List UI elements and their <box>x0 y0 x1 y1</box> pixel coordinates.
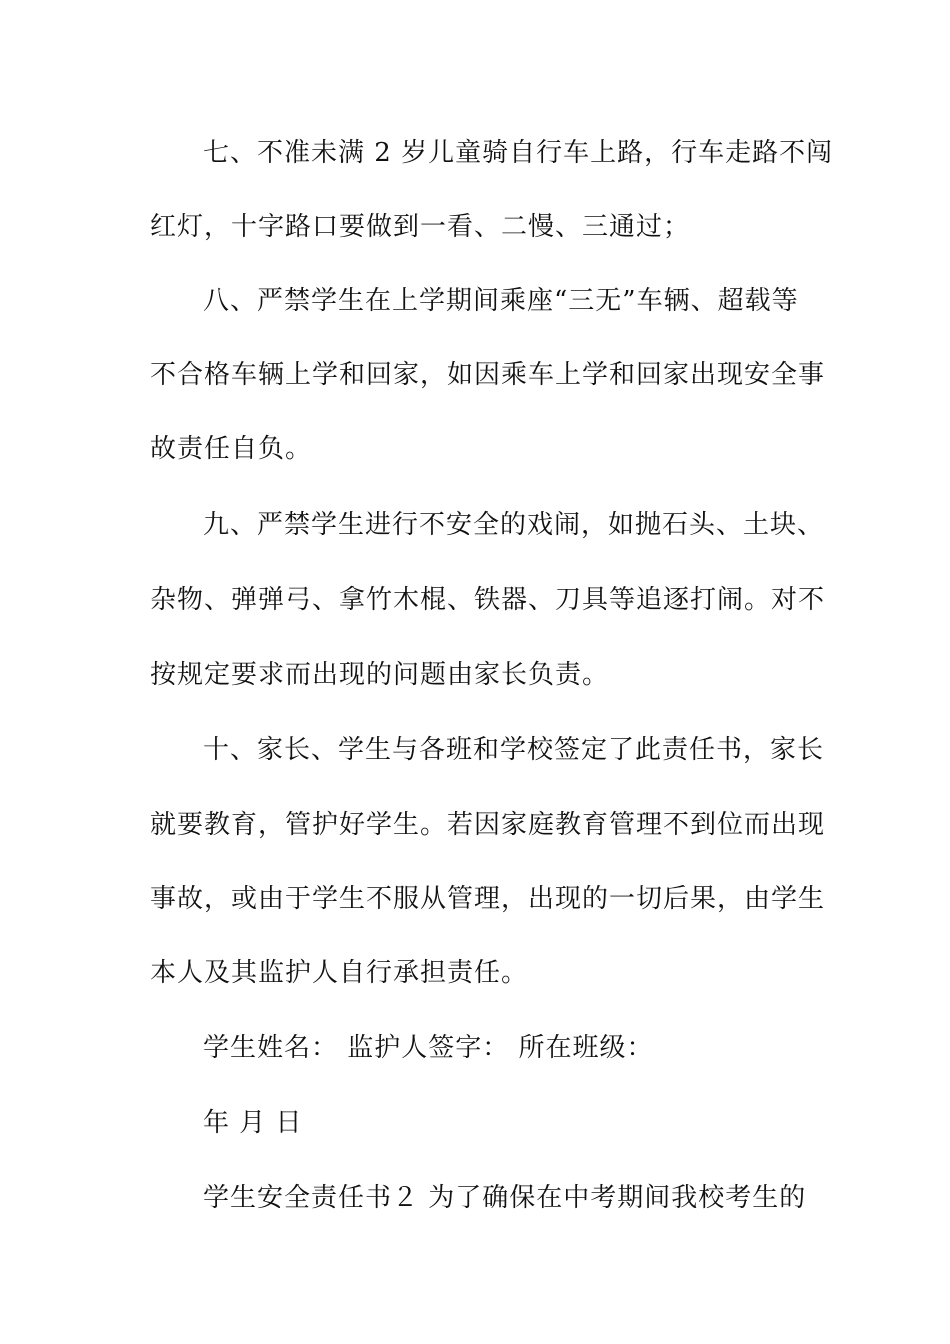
paragraph-8-line-3: 故责任自负。 <box>150 434 313 464</box>
paragraph-10-line-2: 就要教育，管护好学生。若因家庭教育管理不到位而出现 <box>150 810 826 840</box>
paragraph-10-line-4: 本人及其监护人自行承担责任。 <box>150 958 529 988</box>
paragraph-8-line-1: 八、严禁学生在上学期间乘座“三无”车辆、超载等 <box>203 286 799 316</box>
paragraph-7-line-1: 七、不准未满 2 岁儿童骑自行车上路，行车走路不闯 <box>203 138 834 168</box>
paragraph-8-line-2: 不合格车辆上学和回家，如因乘车上学和回家出现安全事 <box>150 360 826 390</box>
paragraph-9-line-1: 九、严禁学生进行不安全的戏闹，如抛石头、土块、 <box>203 510 825 540</box>
paragraph-7-line-2: 红灯，十字路口要做到一看、二慢、三通过； <box>150 212 691 242</box>
paragraph-9-line-3: 按规定要求而出现的问题由家长负责。 <box>150 660 610 690</box>
date-line: 年 月 日 <box>203 1108 303 1138</box>
paragraph-9-line-2: 杂物、弹弹弓、拿竹木棍、铁器、刀具等追逐打闹。对不 <box>150 585 826 615</box>
paragraph-10-line-1: 十、家长、学生与各班和学校签定了此责任书，家长 <box>203 735 825 765</box>
paragraph-10-line-3: 事故，或由于学生不服从管理，出现的一切后果，由学生 <box>150 884 826 914</box>
next-section-heading: 学生安全责任书２ 为了确保在中考期间我校考生的 <box>203 1183 807 1213</box>
signature-fields: 学生姓名： 监护人签字： 所在班级： <box>203 1033 654 1063</box>
